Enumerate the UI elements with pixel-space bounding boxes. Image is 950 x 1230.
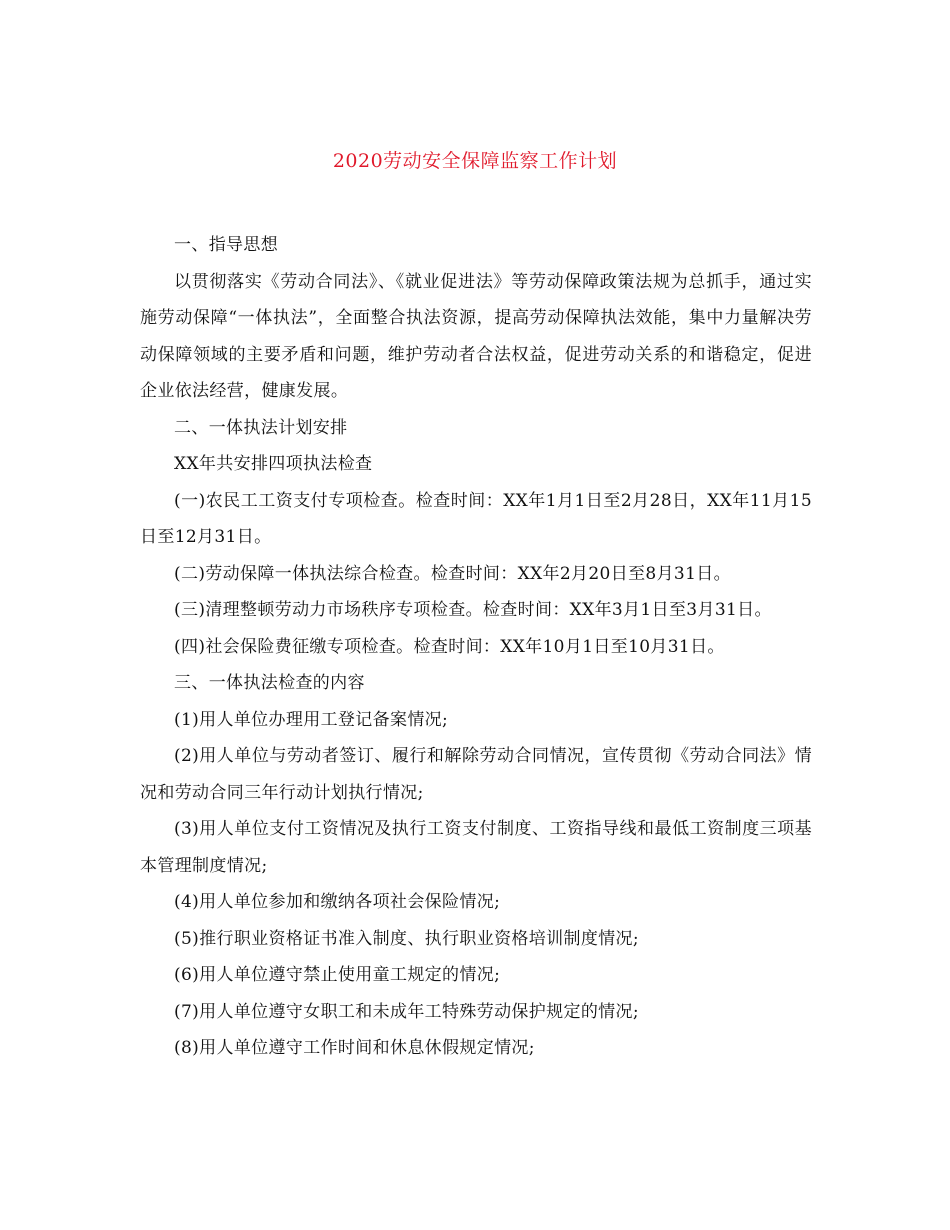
content-item-8: (8)用人单位遵守工作时间和休息休假规定情况;	[174, 1038, 535, 1058]
plan-item-3: (三)清理整顿劳动力市场秩序专项检查。检查时间：XX年3月1日至3月31日。	[174, 600, 772, 620]
plan-item-1: (一)农民工工资支付专项检查。检查时间：XX年1月1日至2月28日，XX年11月15日至12月31日。	[140, 490, 812, 547]
plan-item-2: (二)劳动保障一体执法综合检查。检查时间：XX年2月20日至8月31日。	[174, 563, 731, 584]
content-item-4: (4)用人单位参加和缴纳各项社会保险情况;	[174, 892, 501, 912]
document-title: 2020劳动安全保障监察工作计划	[332, 150, 618, 172]
content-item-5: (5)推行职业资格证书准入制度、执行职业资格培训制度情况;	[174, 928, 639, 949]
document-body	[140, 227, 812, 1067]
content-item-1: (1)用人单位办理用工登记备案情况;	[174, 709, 449, 730]
plan-item-4: (四)社会保险费征缴专项检查。检查时间：XX年10月1日至10月31日。	[174, 636, 725, 657]
content-item-2: (2)用人单位与劳动者签订、履行和解除劳动合同情况，宣传贯彻《劳动合同法》情况和劳动合同三年行动计划执行情况;	[140, 746, 812, 803]
section-heading-guiding-ideology: 一、指导思想	[174, 235, 279, 255]
section-heading-inspection-content: 三、一体执法检查的内容	[174, 673, 365, 693]
section-heading-enforcement-plan: 二、一体执法计划安排	[174, 417, 348, 438]
paragraph-plan-summary: XX年共安排四项执法检查	[174, 454, 373, 474]
paragraph-guiding-ideology: 以贯彻落实《劳动合同法》、《就业促进法》等劳动保障政策法规为总抓手，通过实施劳动保障“一体执法”，全面整合执法资源，提高劳动保障执法效能，集中力量解决劳动保障领域的主要矛盾和问题，维护劳动者合法权益，促进劳动关系的和谐稳定，促进企业依法经营，健康发展。	[140, 271, 812, 401]
content-item-6: (6)用人单位遵守禁止使用童工规定的情况;	[174, 965, 501, 985]
content-item-7: (7)用人单位遵守女职工和未成年工特殊劳动保护规定的情况;	[174, 1001, 639, 1022]
content-item-3: (3)用人单位支付工资情况及执行工资支付制度、工资指导线和最低工资制度三项基本管理制度情况;	[140, 819, 812, 876]
